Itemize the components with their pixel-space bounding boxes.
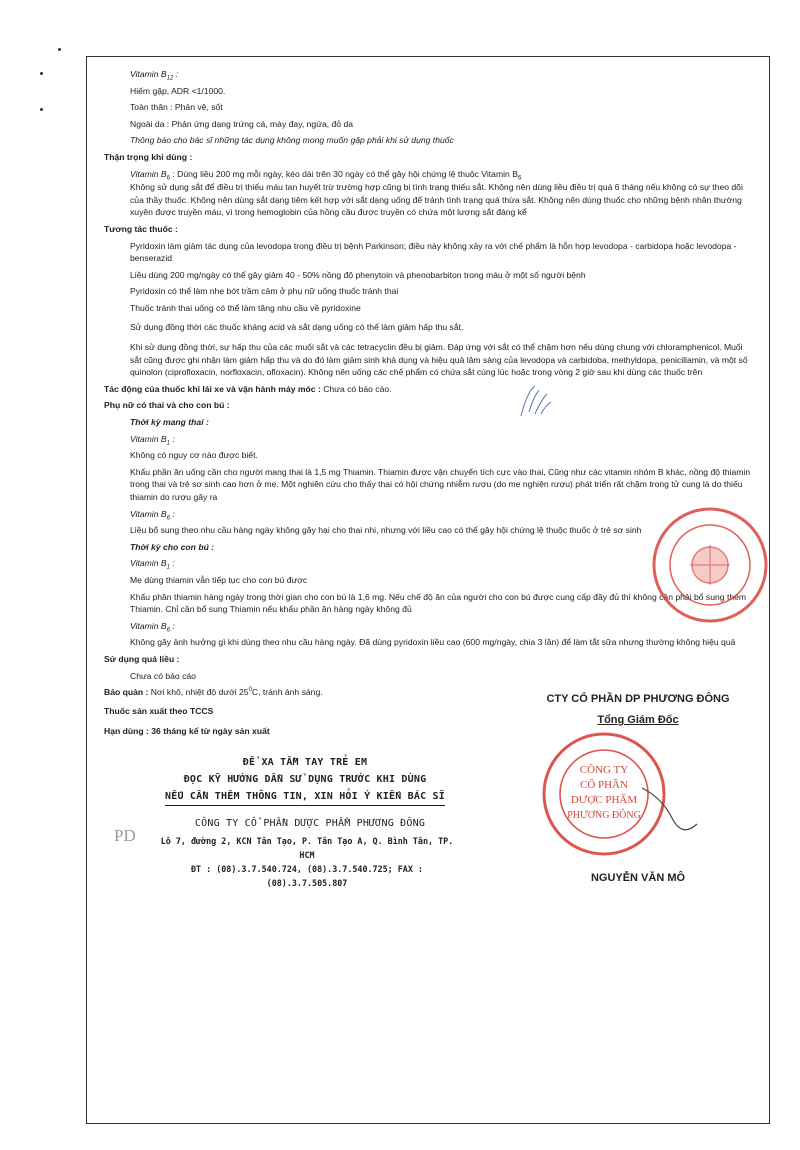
vitamin-b1-heading: Vitamin $B_1$ :	[130, 558, 175, 572]
side-effect-notice: Thông báo cho bác sĩ những tác dụng không mong muốn gặp phải khi sử dụng thuốc	[130, 135, 454, 146]
lactation-subheading: Thời kỳ cho con bú :	[130, 541, 215, 552]
company-logo: PD	[114, 826, 136, 845]
overdose-text: Chưa có báo cáo	[130, 670, 196, 681]
interaction-text: Khi sử dụng đồng thời, sự hấp thu của các muối sắt và các tetracyclin đều bị giảm. Đáp ứng với sắt có thể chậm hơn nếu dùng chung với chloramphenicol. Muối sắt cũng được ghi nhận làm giảm hấp thu và do đó làm giảm sinh khả dụng và hiệu quả lâm sàng của levodopa và carbidoba, methyldopa, penicillamin, và một số quinolon (ciprofloxacin, norfloxacin, ofloxacin). Không nên uống các chế phẩm có chứa sắt cùng lúc hoặc trong vòng 2 giờ sau khi dùng các thuốc trên	[130, 342, 748, 378]
lactation-text: Không gây ảnh hưởng gì khi dùng theo nhu cầu hàng ngày. Đã dùng pyridoxin liều cao (600 mg/ngày, chia 3 lần) để làm tắt sữa nhưng thường không hiệu quả	[130, 637, 736, 648]
seal-text: CỔ PHẦN	[580, 779, 628, 791]
pregnancy-text: Không có nguy cơ nào được biết.	[130, 450, 258, 461]
vitamin-b1-heading: Vitamin $B_1$ :	[130, 433, 175, 447]
leaflet-content	[104, 68, 754, 742]
storage-section: Bảo quản : Nơi khô, nhiệt độ dưới $25^0C$, tránh ánh sáng.	[104, 687, 323, 698]
pregnancy-subheading: Thời kỳ mang thai :	[130, 417, 209, 428]
interaction-text: Pyridoxin có thể làm nhẹ bớt trầm cảm ở phụ nữ uống thuốc tránh thai	[130, 286, 399, 297]
lactation-text: Khẩu phần thiamin hàng ngày trong thời gian cho con bú là 1,6 mg. Nếu chế độ ăn của người cho con bú được cung cấp đầy đủ thì không cần phải bổ sung thêm Thiamin. Chỉ cần bổ sung Thiamin nếu khẩu phần ăn hàng ngày không đủ	[130, 591, 747, 615]
section-heading-overdose: Sử dụng quá liều :	[104, 653, 180, 664]
lactation-text: Mẹ dùng thiamin vẫn tiếp tục cho con bú được	[130, 575, 308, 585]
footer-address: Lô 7, đường 2, KCN Tân Tạo, P. Tân Tạo A, Q. Bình Tân, TP. HCM	[160, 836, 454, 860]
pregnancy-text: Liều bổ sung theo nhu cầu hàng ngày không gây hại cho thai nhi, nhưng với liều cao có thể gây hội chứng lệ thuộc thuốc ở trẻ sơ sinh	[130, 525, 642, 536]
pregnancy-text: Khẩu phần ăn uống cần cho người mang thai là 1,5 mg Thiamin. Thiamin được vận chuyển tích cực vào thai, Cũng như các vitamin nhóm B khác, nồng độ thiamin trong thai và trẻ sơ sinh cao hơn ở mẹ. Một nghiên cứu cho thấy thai có hội chứng nhiễm rượu (do mẹ nghiện rượu) phát triển rất chậm trong tử cung là do thiếu thiamin do rượu gây ra	[130, 466, 751, 503]
warning-block	[160, 754, 450, 806]
side-effect-text: Hiếm gặp, ADR <1/1000.	[130, 85, 226, 96]
side-effect-text: Ngoài da : Phản ứng dạng trứng cá, mày đay, ngứa, đỏ da	[130, 118, 354, 129]
vitamin-b12-heading: Vitamin $B_{12}$ :	[130, 69, 179, 82]
caution-text: Vitamin $B_6$ : Dùng liều 200 mg mỗi ngày, kéo dài trên 30 ngày có thể gây hội chứng lệ thuộc Vitamin $B_6$	[130, 168, 522, 182]
warning-line: ĐỌC KỸ HƯỚNG DẪN SỬ DỤNG TRƯỚC KHI DÙNG	[183, 774, 427, 785]
signatory-name: NGUYỄN VĂN MÔ	[590, 872, 686, 884]
interaction-text: Pyridoxin làm giảm tác dụng của levodopa trong điều trị bệnh Parkinson; điều này không xảy ra với chế phẩm là hỗn hợp levodopa - carbidopa hoặc levodopa - benserazid	[130, 240, 737, 264]
seal-text: DƯỢC PHẨM	[570, 794, 638, 806]
interaction-text: Thuốc tránh thai uống có thể làm tăng nhu cầu về pyridoxine	[130, 302, 361, 313]
footer-phone: ĐT : (08).3.7.540.724, (08).3.7.540.725; FAX : (08).3.7.505.807	[191, 864, 423, 888]
seal-text: CÔNG TY	[579, 764, 629, 776]
signatory-company: CTY CỔ PHẦN DP PHƯƠNG ĐÔNG	[546, 693, 730, 705]
manufacturing-standard: Thuốc sản xuất theo TCCS	[104, 705, 214, 716]
section-heading-interaction: Tương tác thuốc :	[104, 223, 178, 234]
vitamin-b6-heading: Vitamin $B_6$ :	[130, 620, 175, 634]
section-heading-caution: Thận trọng khi dùng :	[104, 151, 193, 162]
warning-line: NẾU CẦN THÊM THÔNG TIN, XIN HỎI Ý KIẾN BÁC SĨ	[165, 788, 445, 806]
expiry-text: Hạn dùng : 36 tháng kể từ ngày sản xuất	[104, 726, 270, 737]
company-seal	[522, 728, 702, 868]
footer-company: CÔNG TY CỔ PHẦN DƯỢC PHẨM PHƯƠNG ĐÔNG	[194, 818, 426, 829]
handwritten-initial	[515, 382, 555, 422]
side-effect-text: Toàn thân : Phản vệ, sốt	[130, 102, 223, 113]
scan-speck	[40, 108, 43, 111]
interaction-text: Sử dụng đồng thời các thuốc kháng acid và sắt dạng uống có thể làm giảm hấp thu sắt.	[130, 321, 464, 332]
warning-line: ĐỂ XA TẦM TAY TRẺ EM	[242, 757, 368, 768]
caution-text: Không sử dụng sắt để điều trị thiếu máu tan huyết trừ trường hợp cũng bị tình trạng thiếu sắt. Không nên dùng liều điều trị quá 6 tháng nếu không có sự theo dõi của thầy thuốc. Không nên dùng sắt dạng tiêm kết hợp với sắt dạng uống để tránh tình trạng quá thừa sắt. Không nên dùng thuốc cho những bệnh nhân thường xuyên được truyền máu, vì trong hemoglobin của hồng cầu được truyền có chứa một lượng sắt đáng kể	[130, 182, 743, 218]
vitamin-b6-heading: Vitamin $B_6$ :	[130, 508, 175, 522]
signatory-title: Tổng Giám Đốc	[597, 714, 679, 726]
seal-text: PHƯƠNG ĐÔNG	[567, 810, 641, 821]
scan-speck	[40, 72, 43, 75]
round-seal-top	[640, 505, 770, 635]
footer-contact	[152, 834, 462, 890]
scan-speck	[58, 48, 61, 51]
driving-section: Tác động của thuốc khi lái xe và vận hành máy móc : Chưa có báo cáo.	[104, 383, 392, 394]
interaction-text: Liều dùng 200 mg/ngày có thể gây giảm 40 - 50% nồng độ phenytoin và phenobarbiton trong máu ở một số người bệnh	[130, 269, 586, 280]
section-heading-pregnancy: Phụ nữ có thai và cho con bú :	[104, 400, 230, 411]
